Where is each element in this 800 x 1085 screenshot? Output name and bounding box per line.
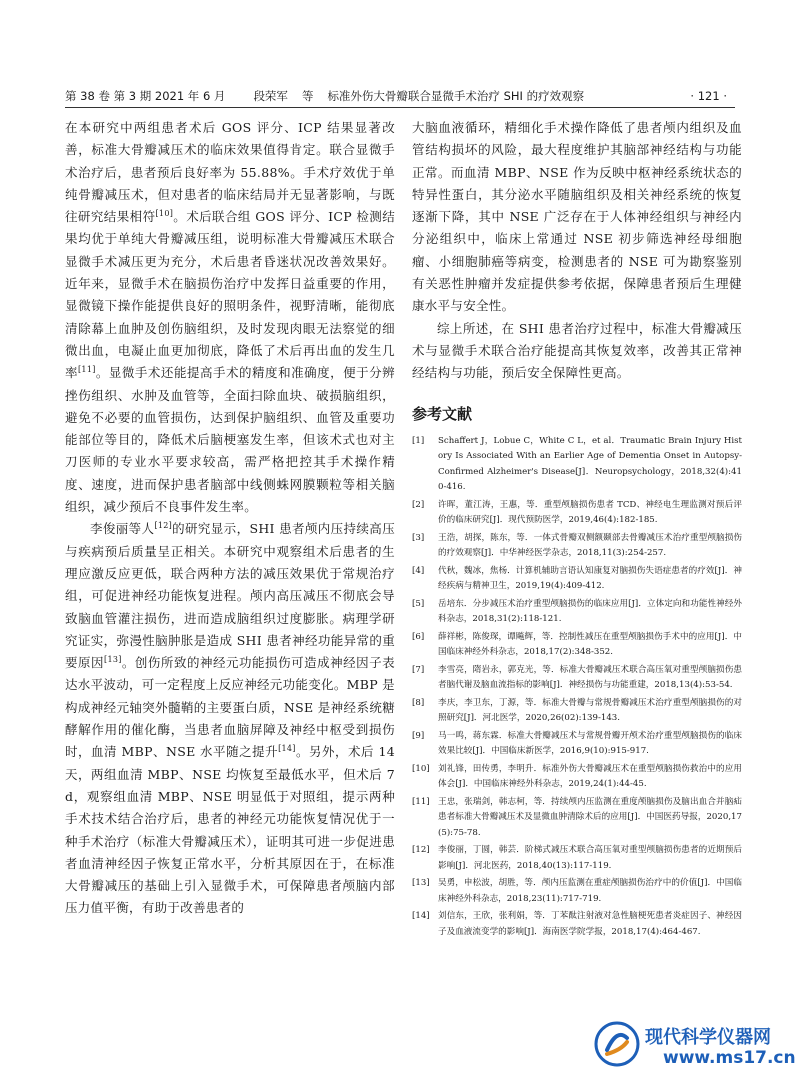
reference-number: [14] (412, 911, 430, 922)
header-authors: 段荣军 (253, 89, 288, 103)
right-column (412, 117, 742, 942)
reference-item (412, 630, 742, 661)
reference-item (412, 876, 742, 907)
paragraph-1-part-c: 。显微手术还能提高手术的精度和准确度，便于分辨挫伤组织、水肿及血管等，全面扫除血块、破损脑组织，避免不必要的血管损伤，达到保护脑组织、血管及重要功能部位等目的，降低术后脑梗塞发生率，但该术式也对主刀医师的专业水平要求较高，需严格把控其手术操作精度、速度，进而保护患者脑部中线侧蛛网膜颗粒等相关脑组织，减少预后不良事件发生率。 (65, 365, 395, 515)
reference-number: [4] (412, 565, 425, 576)
reference-number: [5] (412, 598, 425, 609)
reference-number: [12] (412, 845, 430, 856)
conclusion-paragraph: 综上所述，在 SHI 患者治疗过程中，标准大骨瓣减压术与显微手术联合治疗能提高其恢复效率，改善其正常神经结构与功能，预后安全保障性更高。 (412, 320, 742, 381)
reference-item (412, 663, 742, 694)
reference-number: [6] (412, 631, 425, 642)
paragraph-2 (65, 518, 395, 919)
reference-text: 许晖，董江涛，王惠，等．重型颅脑损伤患者 TCD、神经电生理监测对预后评价的临床研究[J]．现代预防医学，2019,46(4):182-185. (438, 499, 742, 526)
reference-text: 李雪亮，隋岩永，郭克光，等．标准大骨瓣减压术联合高压氧对重型颅脑损伤患者脑代谢及脑血流指标的影响[J]．神经损伤与功能重建，2018,13(4):53-54. (438, 664, 742, 691)
reference-item (412, 564, 742, 595)
reference-text: 李俊丽，丁圆，韩芸．阶梯式减压术联合高压氧对重型颅脑损伤患者的近期预后影响[J]．河北医药，2018,40(13):117-119. (438, 845, 742, 871)
reference-number: [1] (412, 435, 425, 446)
watermark-site-name: 现代科学仪器网 (645, 1027, 771, 1048)
reference-number: [2] (412, 499, 425, 510)
reference-number: [7] (412, 664, 425, 675)
watermark-url[interactable]: www.ms17.cn (663, 1048, 796, 1068)
paragraph-2-part-c: 。创伤所致的神经元功能损伤可造成神经因子表达水平波动，可一定程度上反应神经元功能变化。MBP 是构成神经元轴突外髓鞘的主要蛋白质，NSE 是神经系统糖酵解作用的催化酶，当患者血脑屏障及神经中枢受到损伤时，血清 MBP、NSE 水平随之提升 (65, 655, 395, 760)
reference-number: [13] (412, 878, 430, 889)
reference-text: 薛祥彬，陈俊琛，谭飚辉，等．控制性减压在重型颅脑损伤手术中的应用[J]．中国临床神经外科杂志，2018,17(2):348-352. (438, 631, 742, 658)
reference-item (412, 843, 742, 874)
site-watermark (593, 1018, 796, 1073)
reference-item (412, 762, 742, 793)
paragraph-1-part-a: 在本研究中两组患者术后 GOS 评分、ICP 结果显著改善，标准大骨瓣减压术的临床效果值得肯定。联合显微手术治疗后，患者预后良好率为 55.88%。手术疗效优于单纯骨瓣减压术，但对患者的临床结局并无显著影响，与既往研究结果相符 (65, 120, 395, 225)
running-header (65, 86, 727, 106)
reference-text: 岳培东．分步减压术治疗重型颅脑损伤的临床应用[J]．立体定向和功能性神经外科杂志，2018,31(2):118-121. (438, 598, 742, 625)
left-column (65, 117, 395, 920)
paragraph-3: 大脑血液循环，精细化手术操作降低了患者颅内组织及血管结构损坏的风险，最大程度维护其脑部神经结构与功能正常。而血清 MBP、NSE 作为反映中枢神经系统状态的特异性蛋白，其分泌水平随脑组织及相关神经系统的恢复逐渐下降，其中 NSE 广泛存在于人体神经组织与神经内分泌组织中，临床上常通过 NSE 初步筛选神经母细胞瘤、小细胞肺癌等病变，检测患者的 NSE 可为勘察鉴别有关恶性肿瘤并发症提供参考依据，保障患者预后生理健康水平与安全性。 (412, 120, 742, 314)
reference-item (412, 696, 742, 727)
reference-text: 吴勇，申松波，胡胜，等．颅内压监测在重症颅脑损伤治疗中的价值[J]．中国临床神经外科杂志，2018,23(11):717-719. (438, 878, 742, 904)
reference-item (412, 909, 742, 940)
reference-item (412, 531, 742, 562)
header-title: 标准外伤大骨瓣联合显微手术治疗 SHI 的疗效观察 (327, 89, 585, 103)
reference-number: [3] (412, 532, 425, 543)
reference-number: [11] (412, 796, 430, 807)
reference-item (412, 795, 742, 842)
header-rule (65, 107, 735, 108)
reference-number: [9] (412, 730, 425, 741)
citation-13[interactable]: [13] (104, 654, 122, 664)
reference-text: Schaffert J，Lobue C，White C L，et al．Traumatic Brain Injury History Is Associated With an Earlier Age of Dementia Onset in Autopsy-Confirmed Alzheimer's Disease[J]．Neuropsychology，2018,32(4):410-416. (438, 435, 742, 493)
paragraph-2-part-a: 李俊丽等人 (90, 521, 155, 537)
reference-text: 王忠，张瑞剑，韩志柯，等．持续颅内压监测在重度颅脑损伤及脑出血合并脑疝患者标准大骨瓣减压术及显微血肿清除术后的应用[J]．中国医药导报，2020,17(5):75-78. (438, 796, 742, 838)
journal-issue: 第 38 卷 第 3 期 2021 年 6 月 (65, 89, 226, 103)
citation-11[interactable]: [11] (78, 365, 96, 375)
paragraph-1-part-b: 。术后联合组 GOS 评分、ICP 检测结果均优于单纯大骨瓣减压组，说明标准大骨瓣减压术联合显微手术减压更为充分，术后患者昏迷状况改善效果好。近年来，显微手术在脑损伤治疗中发挥日益重要的作用，显微镜下操作能提供良好的照明条件，视野清晰，能彻底清除幕上血肿及创伤脑组织，及时发现肉眼无法察觉的细微出血，电凝止血更加彻底，降低了术后再出血的发生几率 (65, 209, 395, 381)
header-etal: 等 (301, 89, 314, 103)
reference-text: 王浩，胡探，陈东，等．一体式骨瓣双侧额颞部去骨瓣减压术治疗重型颅脑损伤的疗效观察[J]．中华神经医学杂志，2018,11(3):254-257. (438, 532, 742, 559)
paragraph-2-part-b: 的研究显示，SHI 患者颅内压持续高压与疾病预后质量呈正相关。本研究中观察组术后患者的生理应激反应更低，联合两种方法的减压效果优于常规治疗组，可促进神经功能恢复进程。颅内高压减压不彻底会导致脑血管灌注损伤，进而造成脑组织过度膨胀。病理学研究证实，弥漫性脑肿胀是造成 SHI 患者神经功能异常的重要原因 (65, 521, 395, 671)
reference-text: 马一鸣，蒋东霖．标准大骨瓣减压术与常规骨瓣开颅术治疗重型颅脑损伤的临床效果比较[J]．中国临床新医学，2016,9(10):915-917. (438, 730, 742, 757)
citation-14[interactable]: [14] (278, 744, 296, 754)
reference-list (412, 434, 742, 941)
references-heading: 参考文献 (412, 404, 473, 423)
paragraph-2-part-d: 。另外，术后 14 天，两组血清 MBP、NSE 均恢复至最低水平，但术后 7d，观察组血清 MBP、NSE 明显低于对照组，提示两种手术技术结合治疗后，患者的神经元功能恢复情况优于一种手术治疗（标准大骨瓣减压术），证明其可进一步促进患者血清神经因子恢复正常水平，分析其原因在于，在标准大骨瓣减压的基础上引入显微手术，可保障患者颅脑内部压力值平衡，有助于改善患者的 (65, 744, 395, 916)
citation-12[interactable]: [12] (154, 521, 173, 531)
reference-text: 李庆，李卫东，丁源，等．标准大骨瓣与常规骨瓣减压术治疗重型颅脑损伤的对照研究[J]．河北医学，2020,26(02):139-143. (438, 697, 742, 724)
reference-text: 刘信东，王欣，张利娟，等．丁苯酞注射液对急性脑梗死患者炎症因子、神经因子及血液流变学的影响[J]．海南医学院学报，2018,17(4):464-467. (438, 911, 742, 937)
reference-number: [10] (412, 763, 430, 774)
reference-item (412, 597, 742, 628)
reference-item (412, 729, 742, 760)
reference-text: 代秋，魏冰，焦杨．计算机辅助言语认知康复对脑损伤失语症患者的疗效[J]．神经疾病与精神卫生，2019,19(4):409-412. (438, 565, 742, 592)
paragraph-1 (65, 117, 395, 518)
citation-10[interactable]: [10] (155, 209, 174, 219)
reference-number: [8] (412, 697, 425, 708)
reference-item (412, 498, 742, 529)
page-number: · 121 · (690, 89, 727, 103)
reference-text: 刘礼锋，田传勇，李明升．标准外伤大骨瓣减压术在重型颅脑损伤救治中的应用体会[J]．中国临床神经外科杂志，2019,24(1):44-45. (438, 763, 742, 790)
watermark-logo-icon (593, 1020, 641, 1068)
reference-item (412, 434, 742, 496)
